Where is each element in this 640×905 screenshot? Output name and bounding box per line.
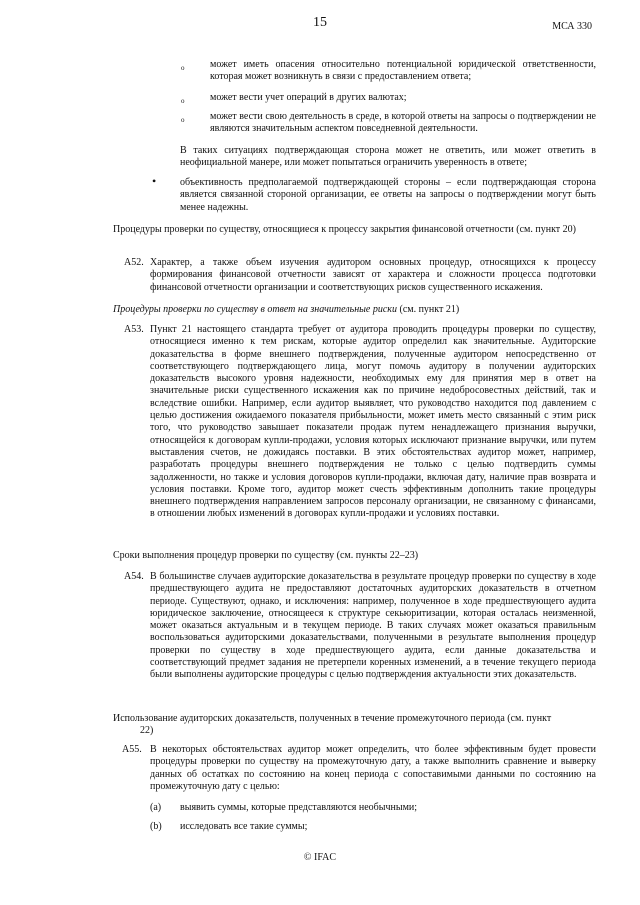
- section-heading-continued: 22): [140, 725, 154, 736]
- paragraph-label: A52.: [124, 257, 144, 268]
- paragraph-a52: Характер, а также объем изучения аудитором основных процедур, относящихся к процессу формирования финансовой отчетности зависят от характера и сложности процесса подготовки финансовой отчетности организации и соответствующих рисков существенного искажения.: [150, 257, 596, 293]
- paragraph-a54: В большинстве случаев аудиторские доказательства в результате процедур проверки по существу в ходе предшествующего аудита не предоставляют достаточных аудиторских доказательств в отчетном периоде. Существуют, однако, и исключения: например, полученное в ходе предшествующего аудита юридическое заключение, относящееся к структуре секьюритизации, которая осталась неизменной, может оказаться актуальным и в текущем периоде. В таких случаях может оказаться правильным воспользоваться аудиторскими доказательствами, полученными в результате выполнения процедур проверки по существу в ходе предшествующего аудита, если данные доказательства и соответствующий предмет задания не претерпели коренных изменений, а в течение текущего периода были выполнены аудиторские процедуры с целью подтверждения актуальности этих доказательств.: [150, 571, 596, 681]
- list-item: выявить суммы, которые представляются необычными;: [180, 802, 418, 813]
- paragraph-label: A55.: [122, 744, 142, 755]
- circle-bullet-icon: o: [181, 64, 185, 72]
- section-heading: Процедуры проверки по существу, относящиеся к процессу закрытия финансовой отчетности (см. пункт 20): [113, 224, 576, 235]
- bullet-item: объективность предполагаемой подтверждающей стороны – если подтверждающая сторона является связанной стороной организации, ее ответы на запросы о подтверждении могут быть менее надежны.: [180, 177, 596, 213]
- heading-italic-part: Процедуры проверки по существу в ответ на значительные риски: [113, 304, 397, 315]
- paragraph-label: A53.: [124, 324, 144, 335]
- circle-bullet-icon: o: [181, 116, 185, 124]
- situation-note: В таких ситуациях подтверждающая сторона может не ответить, или может ответить в неофициальной манере, или может попытаться ограничить уверенность в ответе;: [180, 145, 596, 169]
- section-heading: Сроки выполнения процедур проверки по существу (см. пункты 22–23): [113, 550, 419, 561]
- sub-item: может вести учет операций в других валютах;: [210, 92, 407, 103]
- page-number: 15: [313, 15, 327, 30]
- list-item-label: (b): [150, 821, 162, 832]
- footer-copyright: © IFAC: [303, 852, 337, 863]
- list-item-label: (a): [150, 802, 162, 813]
- standard-code: МСА 330: [552, 21, 592, 32]
- heading-reference: (см. пункт 21): [399, 304, 460, 315]
- bullet-icon: •: [152, 174, 157, 188]
- paragraph-label: A54.: [124, 571, 144, 582]
- sub-item: может вести свою деятельность в среде, в которой ответы на запросы о подтверждении не являются значительным аспектом повседневной деятельности.: [210, 111, 596, 135]
- section-heading: Использование аудиторских доказательств, полученных в течение промежуточного периода (см. пункт: [113, 713, 552, 724]
- list-item: исследовать все такие суммы;: [180, 821, 308, 832]
- circle-bullet-icon: o: [181, 97, 185, 105]
- section-heading: [113, 304, 596, 316]
- sub-item: может иметь опасения относительно потенциальной юридической ответственности, которая может возникнуть в связи с предоставлением ответа;: [210, 59, 596, 83]
- paragraph-a53: Пункт 21 настоящего стандарта требует от аудитора проводить процедуры проверки по существу, относящиеся именно к тем рискам, которые аудитор определил как значительные. Аудиторские доказательства в форме внешнего подтверждения, полученные аудитором непосредственно от соответствующего подтверждающего лица, могут помочь аудитору в получении аудиторских доказательств высокого уровня надежности, необходимых ему для принятия мер в ответ на значительные риски существенного искажения как по причине недобросовестных действий, так и вследствие ошибки. Например, если аудитор выявляет, что руководство находится под давлением с целью достижения ожидаемого показателя прибыльности, может иметь место связанный с этим риск того, что руководство завышает показатели продаж путем ненадлежащего признания выручки, относящейся к договорам купли-продажи, условия которых исключают признание выручки, или путем выставления счетов, не дожидаясь поставки. В этих обстоятельствах аудитор может, например, разработать процедуры внешнего подтверждения не только с целью подтвердить суммы задолженности, но также и условия договоров купли-продажи, включая дату, наличие прав возврата и условия поставки. Кроме того, аудитор может счесть эффективным дополнить такие процедуры внешнего подтверждения направлением запросов персоналу организации, не связанному с финансами, в отношении любых изменений в договорах купли-продажи и условиях поставки.: [150, 324, 596, 520]
- paragraph-a55: В некоторых обстоятельствах аудитор может определить, что более эффективным будет провести процедуры проверки по существу на промежуточную дату, а также выполнить сравнение и выверку данных об остатках по состоянию на конец периода с сопоставимыми данными по состоянию на промежуточную дату с целью:: [150, 744, 596, 792]
